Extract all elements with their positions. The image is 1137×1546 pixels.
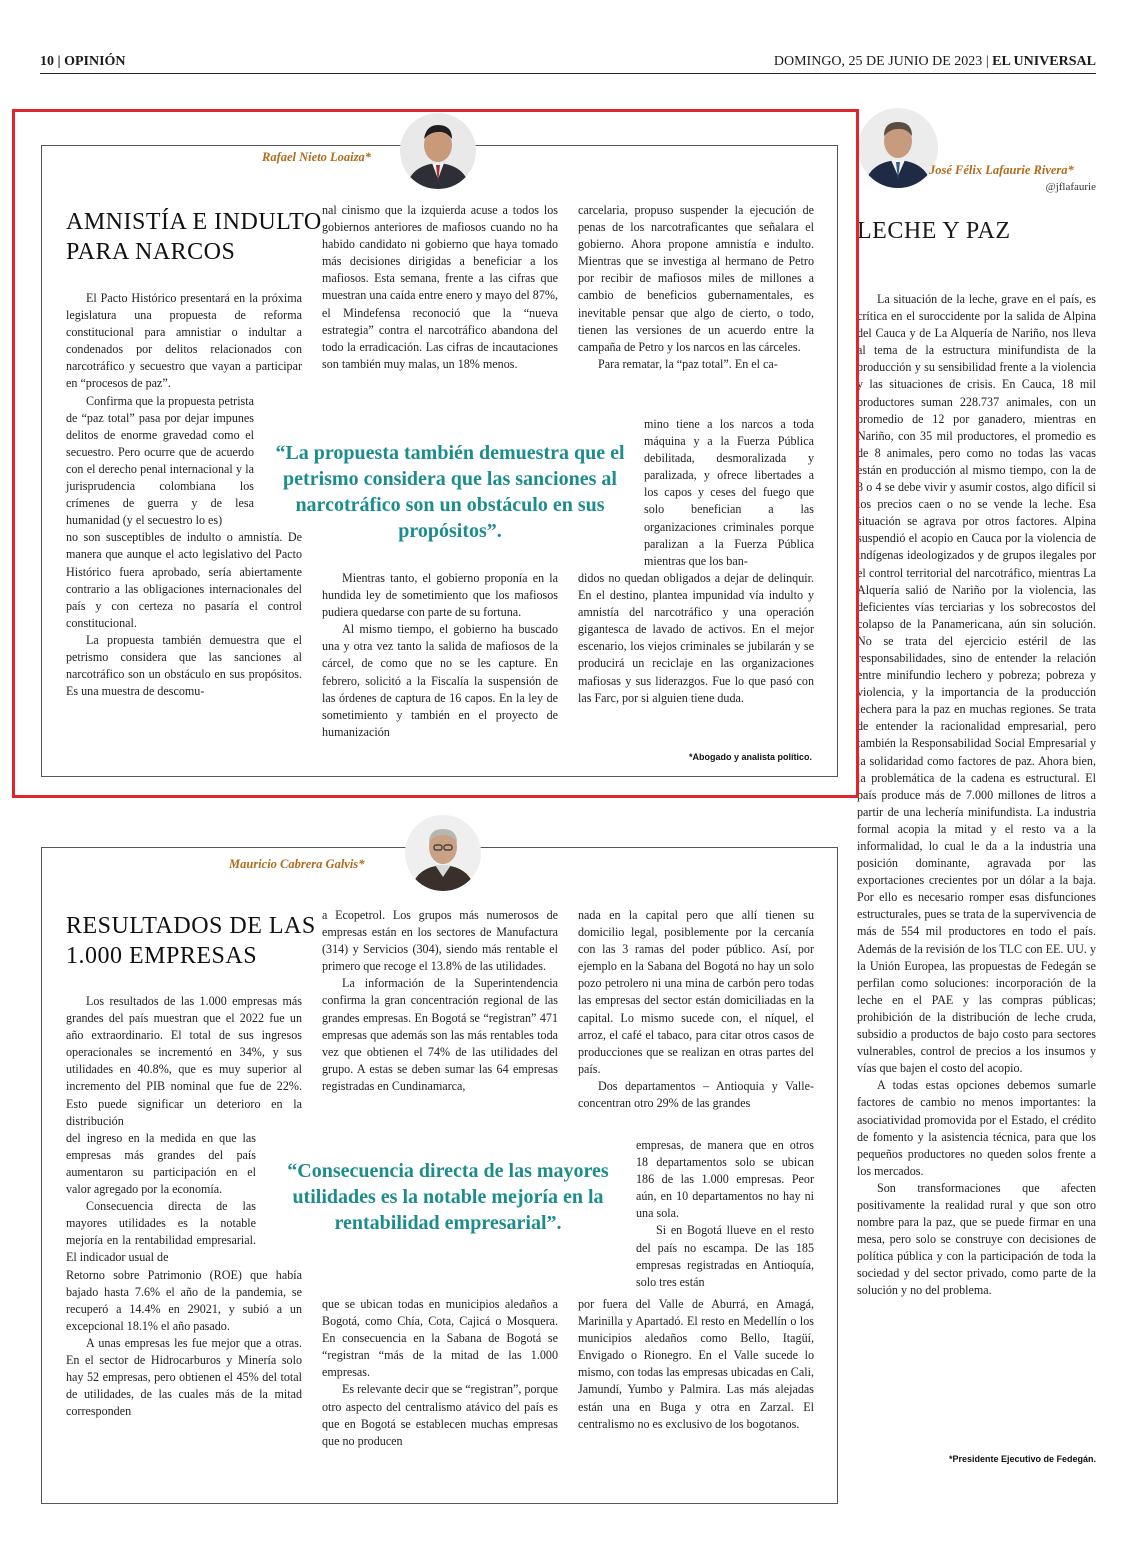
paragraph: La propuesta también demuestra que el petrismo considera que las sanciones al narcotráfico son un obstáculo en sus propósitos. Es una muestra de descomu- [66, 632, 302, 699]
paragraph: didos no quedan obligados a dejar de delinquir. En el destino, plantea impunidad vía indulto y amnistía del narcotráfico y una operación gigantesca de lavado de activos. En el mejor escenario, los viejos criminales se jubilarán y se producirá un reciclaje en las organizaciones mafiosas y sus liderazgos. Fue lo que pasó con las Farc, por si alguien tiene duda. [578, 571, 814, 705]
paragraph: empresas, de manera que en otros 18 departamentos solo se ubican 186 de las 1.000 empresas. Peor aún, en 10 departamentos no hay ni una sola. [636, 1138, 814, 1221]
article-column [857, 291, 1096, 1300]
paragraph: A unas empresas les fue mejor que a otras. En el sector de Hidrocarburos y Minería solo hay 52 empresas, pero obtienen el 45% del total de utilidades, de las cuales más de la mitad corresponden [66, 1335, 302, 1419]
paragraph: carcelaria, propuso suspender la ejecución de penas de los narcotraficantes que señalara el gobierno. Ahora propone amnistía e indulto. Mientras que se investiga al hermano de Petro por recibir de mafiosos miles de millones a cambio de beneficios gubernamentales, es inevitable pensar que algo de cierto, o todo, tienen las versiones de un acuerdo entre la campaña de Petro y los narcos en las cárceles. [578, 203, 814, 354]
article-column-3-bottom [578, 1296, 814, 1433]
issue-date: DOMINGO, 25 DE JUNIO DE 2023 [773, 54, 983, 69]
article-column-2-bottom [322, 1296, 558, 1450]
author-byline: Rafael Nieto Loaiza* [262, 150, 372, 164]
paragraph: Son transformaciones que afecten positivamente la realidad rural y que son otro nombre para la paz, que se puede firmar en una mesa, pero solo se construye con decisiones de política pública y con la participación de toda la sociedad y del sector privado, como parte de la solución y no del problema. [857, 1180, 1096, 1298]
paragraph: Confirma que la propuesta petrista de “paz total” pasa por dejar impunes delitos de enorme gravedad como el secuestro. Pero ocurre que de acuerdo con el derecho penal internacional y la jurisprudencia colombiana los crímenes de guerra y de lesa humanidad (y el secuestro lo es) [66, 393, 254, 528]
paragraph: Consecuencia directa de las mayores utilidades es la notable mejoría en la rentabilidad empresarial. El indicador usual de [66, 1199, 256, 1265]
article-column-2 [322, 907, 558, 1095]
page-number: 10 [40, 54, 54, 69]
paragraph: Dos departamentos – Antioquia y Valle- concentran otro 29% de las grandes [578, 1078, 814, 1111]
paragraph: nal cinismo que la izquierda acuse a todos los gobiernos anteriores de mafiosos cuando no ha habido candidato ni gobierno que haya tomado más decisiones dirigidas a beneficiar a los mafiosos. Esta semana, frente a las cifras que muestran una caída entre enero y mayo del 87%, el Mindefensa reconoció que la “nueva estrategia” contra el narcotráfico abandona del todo la erradicación. Las cifras de incautaciones son también muy malas, un 18% menos. [322, 203, 558, 371]
title-line-1: AMNISTÍA E INDULTO [66, 209, 322, 235]
author-handle: @jflafaurie [1045, 181, 1096, 193]
author-byline: Mauricio Cabrera Galvis* [229, 857, 365, 871]
page-section-label: 10 | OPINIÓN [40, 54, 126, 69]
paragraph: Retorno sobre Patrimonio (ROE) que había bajado hasta 7.6% el año de la pandemia, se recuperó a 14.4% en 29021, y subió a un excepcional 18.1% el año pasado. [66, 1267, 302, 1333]
paragraph: Al mismo tiempo, el gobierno ha buscado una y otra vez tanto la salida de mafiosos de la cárcel, de como que no se les capture. En febrero, solicitó a la Fiscalía la suspensión de las órdenes de captura de 16 capos. En la ley de sometimiento y también en el proyecto de humanización [322, 622, 558, 739]
author-name: José Félix Lafaurie Rivera [929, 163, 1068, 177]
paragraph: Es relevante decir que se “registran”, porque otro aspecto del centralismo atávico del país es que en Bogotá se establecen muchas empresas que no producen [322, 1382, 558, 1448]
page-header [40, 54, 1096, 74]
section-name: OPINIÓN [64, 54, 126, 69]
paragraph: mino tiene a los narcos a toda máquina y a la Fuerza Pública debilitada, desmoralizada y paralizada, y ofrece libertades a los capos y ceses del fuego que solo benefician a las organizaciones criminales porque paralizan a la Fuerza Pública mientras que los ban- [644, 417, 814, 568]
author-footnote: *Presidente Ejecutivo de Fedegán. [948, 1454, 1096, 1464]
paragraph: por fuera del Valle de Aburrá, en Amagá, Marinilla y Apartadó. El resto en Medellín o los municipios aledaños como Bello, Itagüí, Envigado o Rionegro. En el Valle sucede lo mismo, con todas las empresas ubicadas en Cali, Jamundí, Yumbo y Palmira. Las más alejadas están una en Buga y otra en Zarzal. El centralismo no es exclusivo de los bogotanos. [578, 1297, 814, 1431]
title-line-2: 1.000 EMPRESAS [66, 943, 258, 969]
paragraph: Los resultados de las 1.000 empresas más grandes del país muestran que el 2022 fue un año extraordinario. El total de sus ingresos operacionales se incrementó en 34%, y sus utilidades en 40.8%, que es muy superior al incremento del PIB nominal que fue de 22%. Esto puede significar un deterioro en la distribución [66, 994, 302, 1128]
article-title: LECHE Y PAZ [857, 218, 1011, 244]
paragraph: no son susceptibles de indulto o amnistía. De manera que aunque el acto legislativo del Pacto Histórico fuera aprobado, sería abiertamente contrario a las obligaciones internacionales del país y con certeza no pasaría el control constitucional. [66, 530, 302, 630]
pull-quote: “La propuesta también demuestra que el petrismo considera que las sanciones al narcotráfico son un obstáculo en sus propósitos”. [275, 442, 625, 542]
paragraph: La situación de la leche, grave en el país, es crítica en el suroccidente por la salida de Alpina del Cauca y de La Alquería de Nariño, nos lleva al tema de la estructura minifundista de la producción y su sensibilidad frente a la violencia y las situaciones de crisis. En Cauca, 18 mil productores suman 228.737 animales, con un promedio de 12 por ganadero, mientras en Nariño, con 35 mil productores, el promedio es de 8 animales, pero como no todas las vacas están en producción al mismo tiempo, con la de 3 o 4 se debe vivir y asumir costos, algo difícil si los precios caen o no se vende la leche. Esa situación se agrava por otros factores. Alpina suspendió el acopio en Cauca por la violencia de indígenas ideologizados y de grupos ilegales por el control territorial del narcotráfico, mientras La Alquería salió de Nariño por la violencia, las deficientes vías terciarias y los sobrecostos del colapso de la Panamericana, aún sin solución. No se trata del ejercicio estéril de las responsabilidades, sino de entender la relación entre minifundio lechero y pobreza; pobreza y violencia, y la importancia de la producción lechera para la paz en muchas regiones. Se trata de entender la racionalidad empresarial, pero también la Responsabilidad Social Empresarial y la solidaridad como factores de paz. Ahora bien, la problemática de la cadena es estructural. El país produce más de 7.000 millones de litros a partir de una lechería minifundista. La industria formal acopia la mitad y el resto va a la informalidad, lo cual le da a la industria una posición dominante, agravada por las exportaciones crecientes por un dólar a la baja. Por ello es necesario romper esas disfunciones estructurales, pues se trata de la supervivencia de más de 554 mil productores en todo el país. Además de la revisión de los TLC con EE. UU. y la Unión Europea, las propuestas de Fedegán se perfilan como soluciones: incorporación de la leche en el PAE y las compras públicas; prohibición de la distribución de leche cruda, subsidio a productos de bajo costo para sectores vulnerables, control de precios a los insumos y vías que bajen el costo del acopio. [857, 292, 1096, 1076]
paragraph: Para rematar, la “paz total”. En el ca- [598, 356, 778, 371]
title-line-2: PARA NARCOS [66, 239, 236, 265]
paragraph: del ingreso en la medida en que las empresas más grandes del país aumentaron su participación en el valor agregado por la economía. [66, 1130, 256, 1197]
paragraph: Mientras tanto, el gobierno proponía en la hundida ley de sometimiento que los mafiosos pudiera quedarse con parte de su fortuna. [322, 571, 558, 620]
title-line-1: RESULTADOS DE LAS [66, 913, 316, 939]
pull-quote: “Consecuencia directa de las mayores utilidades es la notable mejoría en la rentabilidad empresarial”. [287, 1160, 609, 1234]
author-photo [858, 108, 938, 188]
paragraph: A todas estas opciones debemos sumarle factores de cambio no menos importantes: la asociatividad promovida por el Estado, el crédito de fomento y la asistencia técnica, para que los pequeños productores no queden solos frente a los mercados. [857, 1078, 1096, 1178]
author-name: Rafael Nieto Loaiza [262, 150, 365, 164]
author-photo [405, 815, 481, 891]
author-byline: José Félix Lafaurie Rivera* [929, 163, 1074, 177]
issue-date-publication: DOMINGO, 25 DE JUNIO DE 2023 | EL UNIVERSAL [773, 54, 1096, 69]
article-column-3 [578, 907, 814, 1112]
author-name: Mauricio Cabrera Galvis [229, 857, 359, 871]
header-rule [40, 73, 1096, 74]
paragraph: nada en la capital pero que allí tienen su domicilio legal, posiblemente por la cercanía con las 3 ramas del poder público. Así, por ejemplo en la Sabana del Bogotá no hay un solo pozo petrolero ni una mina de carbón pero todas las empresas del sector están domiciliadas en la capital. Lo mismo sucede con, el níquel, el arroz, el café el tabaco, para citar otros casos de producciones que se realizan en otras partes del país. [578, 908, 814, 1076]
paragraph: La información de la Superintendencia confirma la gran concentración regional de las grandes empresas. En Bogotá se “registran” 471 empresas que además son las más rentables toda vez que obtienen el 74% de las utilidades del grupo. A estas se deben sumar las 64 empresas registradas en Cundinamarca, [322, 976, 558, 1093]
author-footnote: *Abogado y analista político. [688, 752, 812, 762]
publication-name: EL UNIVERSAL [992, 54, 1096, 69]
paragraph: El Pacto Histórico presentará en la próxima legislatura una propuesta de reforma constitucional para amnistiar o indultar a condenados por delitos relacionados con narcotráfico y secuestro que vayan a participar en “procesos de paz”. [66, 291, 302, 391]
paragraph: que se ubican todas en municipios aledaños a Bogotá, como Chía, Cota, Cajicá o Mosquera. En consecuencia en la Sabana de Bogotá se “registran “más de la mitad de las 1.000 empresas. [322, 1297, 558, 1380]
paragraph: Si en Bogotá llueve en el resto del país no escampa. De las 185 empresas registradas en Antioquía, solo tres están [636, 1223, 814, 1289]
article-title [66, 911, 316, 971]
article-column-1 [66, 993, 302, 1420]
article-column-3-narrow [636, 1137, 814, 1291]
highlight-frame [12, 109, 859, 798]
paragraph: a Ecopetrol. Los grupos más numerosos de empresas están en los sectores de Manufactura (314) y Servicios (304), siendo más rentable el primero que recoge el 13.8% de las utilidades. [322, 908, 558, 974]
